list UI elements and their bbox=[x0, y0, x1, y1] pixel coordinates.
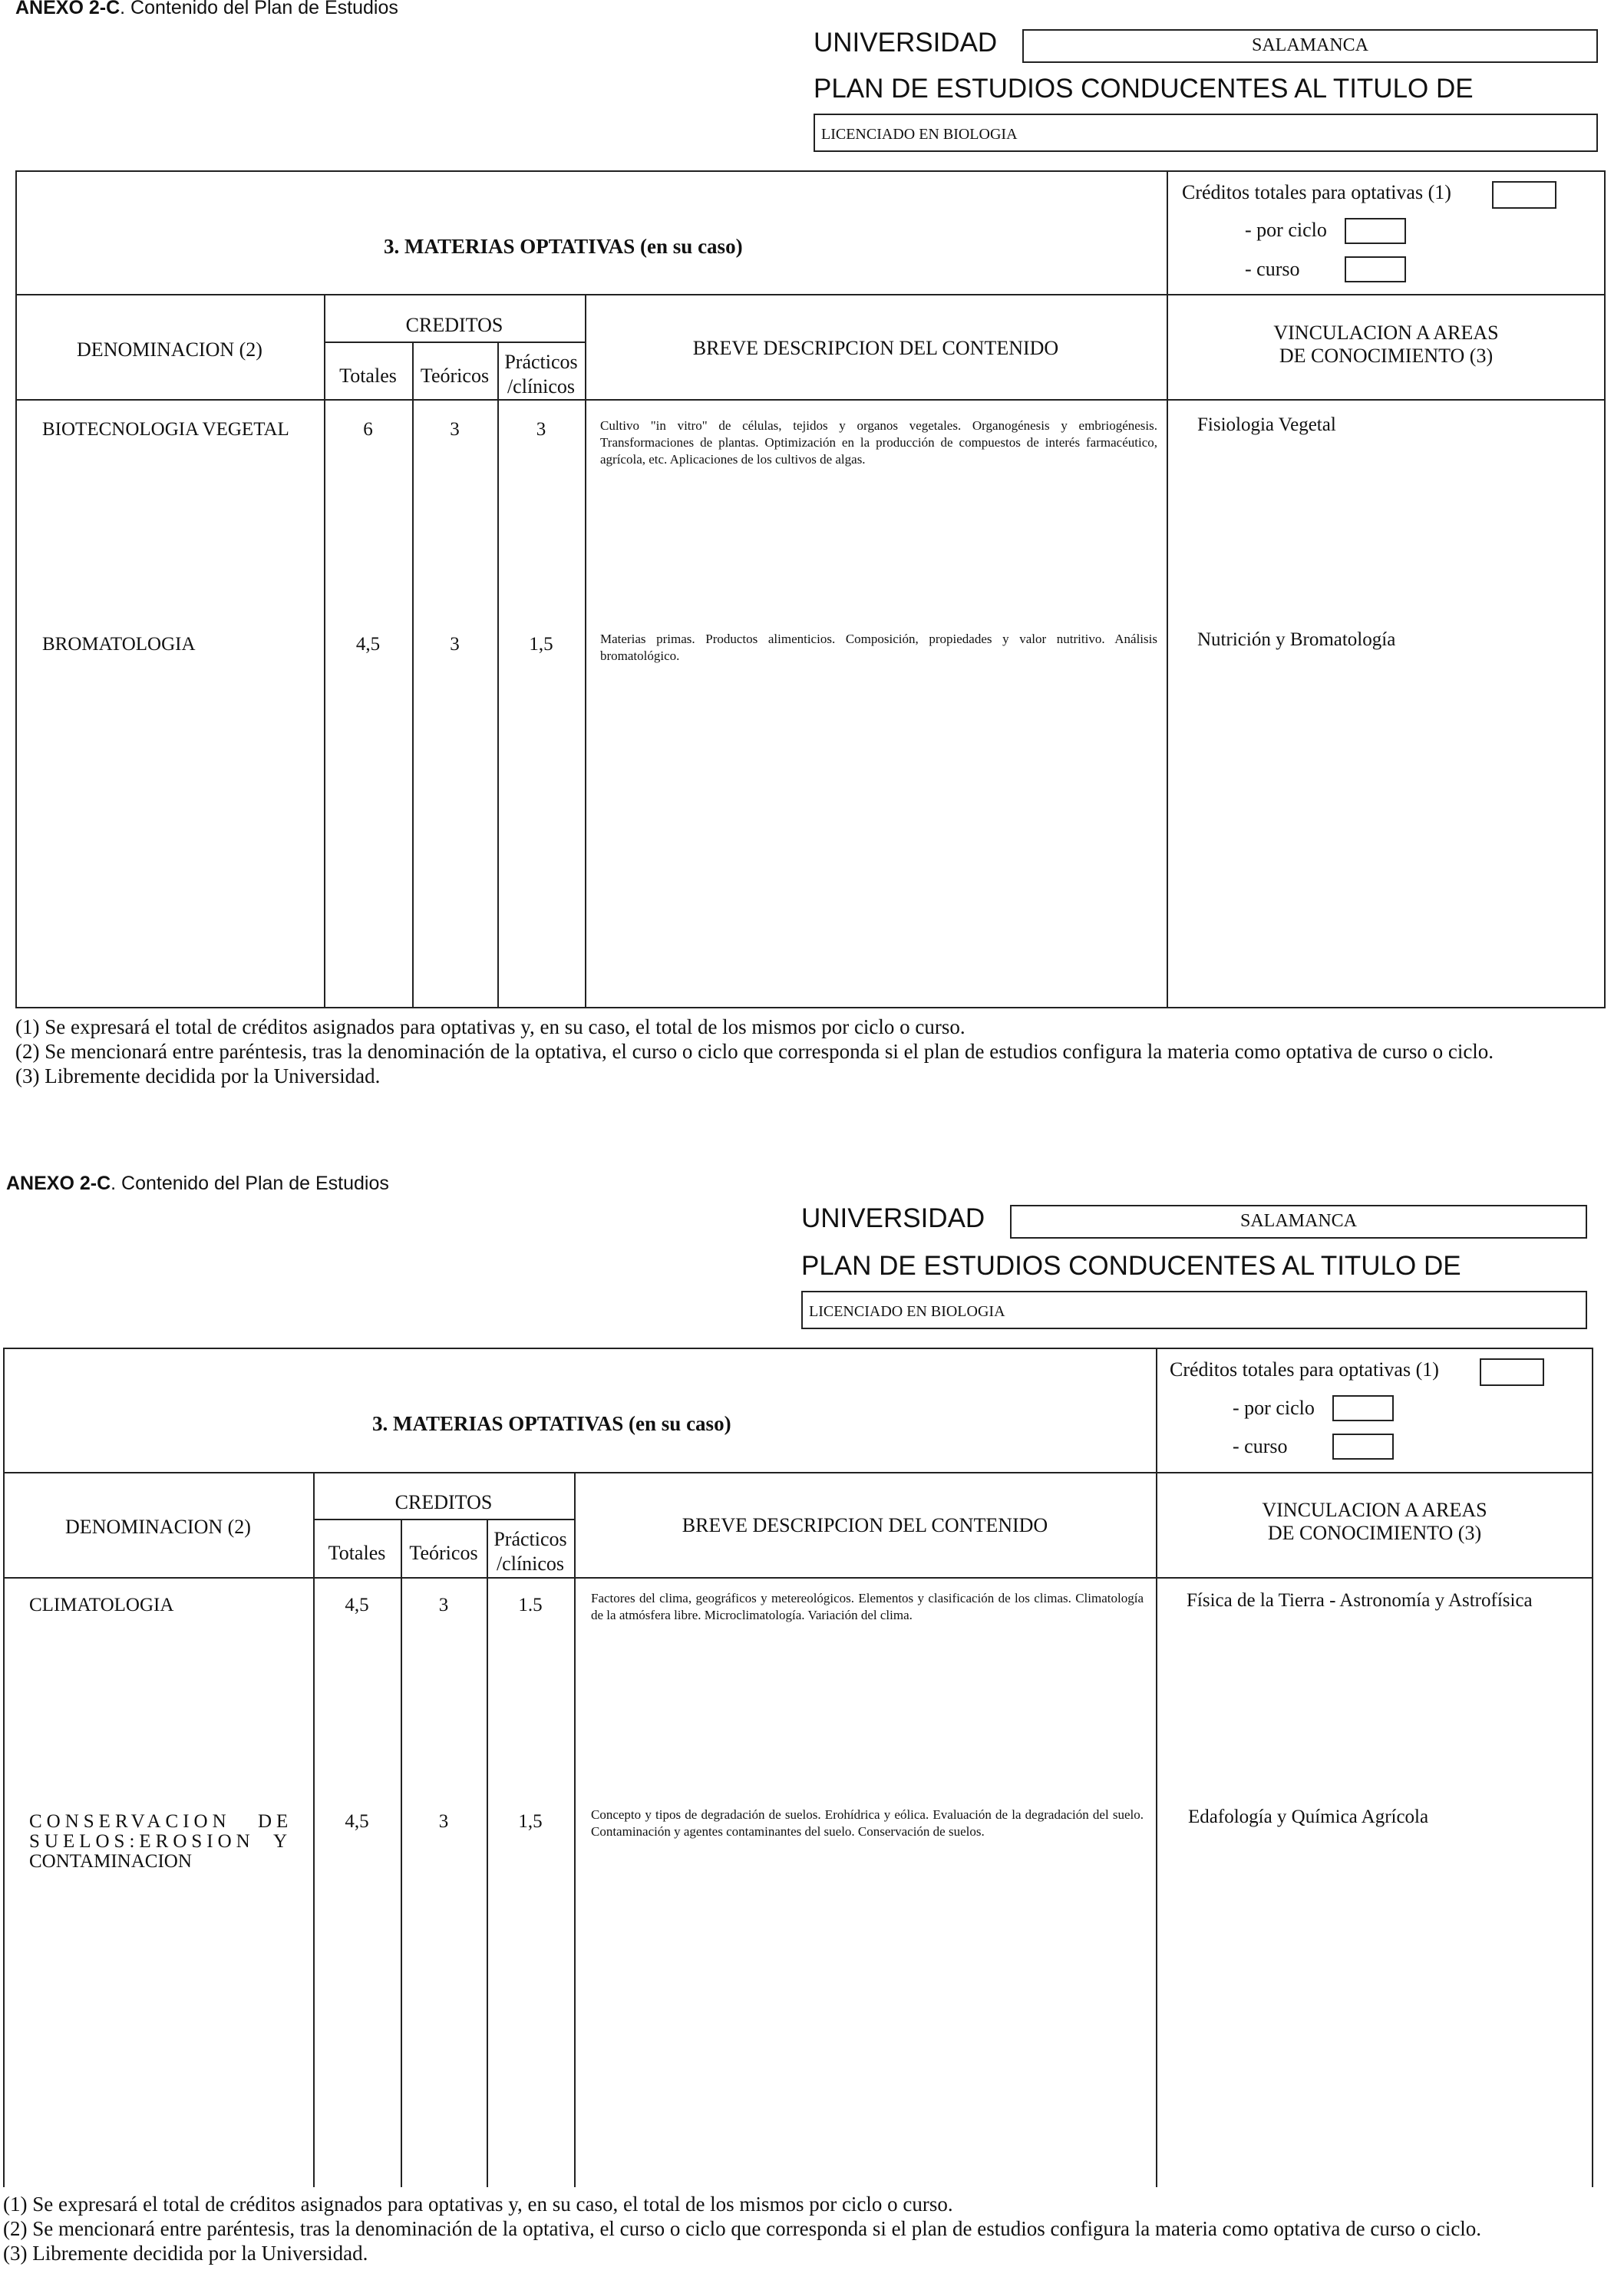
row-teoricos: 3 bbox=[450, 634, 460, 655]
row-practicos: 3 bbox=[536, 419, 546, 440]
optativas-table bbox=[3, 1348, 1593, 2187]
footnote-2: (2) Se mencionará entre paréntesis, tras la denominación de la optativa, el curso o ciclo que corresponda si el plan de estudios configura la materia como optativa de curso o ciclo. bbox=[15, 1040, 1494, 1063]
row-totales: 4,5 bbox=[345, 1595, 369, 1615]
creditos-totales-input[interactable] bbox=[1480, 1358, 1544, 1386]
row-descripcion: Materias primas. Productos alimenticios. Composición, propiedades y valor nutritivo. Análisis bromatológico. bbox=[600, 632, 1157, 663]
row-totales: 4,5 bbox=[345, 1811, 369, 1832]
por-ciclo-label: - por ciclo bbox=[1245, 219, 1327, 241]
universidad-value: SALAMANCA bbox=[1239, 1211, 1357, 1231]
row-denominacion-line-2b: Y bbox=[273, 1831, 292, 1852]
curso-input[interactable] bbox=[1332, 1434, 1394, 1460]
titulo-field bbox=[801, 1291, 1587, 1329]
header-clinicos: /clínicos bbox=[496, 1553, 565, 1575]
curso-input[interactable] bbox=[1345, 256, 1406, 282]
row-descripcion: Concepto y tipos de degradación de suelos. Erohídrica y eólica. Evaluación de la degradación del suelo. Contaminación y agentes contaminantes del suelo. Conservación de suelos. bbox=[591, 1807, 1144, 1839]
header-vinculacion-2: DE CONOCIMIENTO (3) bbox=[1267, 1522, 1482, 1544]
header-descripcion: BREVE DESCRIPCION DEL CONTENIDO bbox=[682, 1514, 1048, 1536]
footnote-1: (1) Se expresará el total de créditos asignados para optativas y, en su caso, el total de los mismos por ciclo o curso. bbox=[3, 2193, 953, 2216]
por-ciclo-label: - por ciclo bbox=[1233, 1397, 1315, 1419]
header-descripcion: BREVE DESCRIPCION DEL CONTENIDO bbox=[692, 337, 1059, 359]
row-area: Edafología y Química Agrícola bbox=[1188, 1807, 1429, 1827]
titulo-value: LICENCIADO EN BIOLOGIA bbox=[821, 126, 1018, 143]
row-descripcion: Factores del clima, geográficos y metereológicos. Elementos y clasificación de los climas. Climatología de la atmósfera libre. Microclimatología. Variación del clima. bbox=[591, 1591, 1144, 1622]
row-teoricos: 3 bbox=[438, 1595, 449, 1615]
footnote-1: (1) Se expresará el total de créditos asignados para optativas y, en su caso, el total de los mismos por ciclo o curso. bbox=[15, 1015, 965, 1038]
header-denominacion: DENOMINACION (2) bbox=[77, 338, 262, 361]
por-ciclo-input[interactable] bbox=[1332, 1395, 1394, 1421]
row-teoricos: 3 bbox=[450, 419, 460, 440]
creditos-totales-label: Créditos totales para optativas (1) bbox=[1182, 181, 1451, 203]
creditos-totales-input[interactable] bbox=[1492, 181, 1556, 209]
plan-label: PLAN DE ESTUDIOS CONDUCENTES AL TITULO DE bbox=[801, 1251, 1461, 1281]
section-title: 3. MATERIAS OPTATIVAS (en su caso) bbox=[372, 1412, 731, 1435]
row-denominacion-line-1: CONSERVACION bbox=[29, 1811, 231, 1832]
anexo-heading: ANEXO 2-C. Contenido del Plan de Estudios bbox=[6, 1173, 389, 1194]
row-denominacion: BROMATOLOGIA bbox=[42, 634, 196, 655]
universidad-label: UNIVERSIDAD bbox=[814, 28, 998, 58]
anexo-heading: ANEXO 2-C. Contenido del Plan de Estudios bbox=[15, 0, 398, 18]
header-vinculacion-2: DE CONOCIMIENTO (3) bbox=[1279, 345, 1494, 367]
row-area: Nutrición y Bromatología bbox=[1197, 629, 1396, 650]
curso-label: - curso bbox=[1245, 258, 1300, 280]
titulo-value: LICENCIADO EN BIOLOGIA bbox=[809, 1303, 1005, 1320]
footnote-3: (3) Libremente decidida por la Universidad. bbox=[15, 1064, 381, 1087]
header-totales: Totales bbox=[328, 1542, 386, 1564]
row-totales: 6 bbox=[363, 419, 373, 440]
footnote-3: (3) Libremente decidida por la Universidad. bbox=[3, 2242, 368, 2265]
titulo-field bbox=[814, 114, 1598, 152]
header-teoricos: Teóricos bbox=[409, 1542, 478, 1564]
row-descripcion: Cultivo "in vitro" de células, tejidos y organos vegetales. Organogénesis y embriogénesis. Transformaciones de plantas. Optimización en la producción de compuestos de interés farmacéutico, agrícola, etc. Aplicaciones de los cultivos de algas. bbox=[600, 418, 1157, 467]
header-practicos: Prácticos bbox=[504, 351, 578, 373]
header-teoricos: Teóricos bbox=[420, 365, 490, 387]
universidad-field bbox=[1022, 29, 1598, 63]
creditos-totales-label: Créditos totales para optativas (1) bbox=[1170, 1358, 1439, 1381]
row-area: Fisiologia Vegetal bbox=[1197, 414, 1336, 435]
curso-label: - curso bbox=[1233, 1435, 1288, 1457]
row-practicos: 1,5 bbox=[518, 1811, 543, 1832]
row-practicos: 1.5 bbox=[518, 1595, 543, 1615]
universidad-value: SALAMANCA bbox=[1251, 35, 1368, 55]
header-practicos: Prácticos bbox=[493, 1528, 567, 1550]
row-area: Física de la Tierra - Astronomía y Astrofísica bbox=[1187, 1590, 1533, 1611]
row-totales: 4,5 bbox=[355, 634, 381, 655]
row-denominacion-line-2: SUELOS:EROSION bbox=[29, 1831, 255, 1852]
header-denominacion: DENOMINACION (2) bbox=[65, 1516, 251, 1538]
plan-label: PLAN DE ESTUDIOS CONDUCENTES AL TITULO DE bbox=[814, 74, 1474, 104]
universidad-label: UNIVERSIDAD bbox=[801, 1203, 985, 1233]
optativas-table bbox=[15, 170, 1606, 1008]
row-practicos: 1,5 bbox=[529, 634, 553, 655]
section-title: 3. MATERIAS OPTATIVAS (en su caso) bbox=[384, 235, 743, 258]
header-vinculacion-1: VINCULACION A AREAS bbox=[1262, 1499, 1487, 1521]
row-denominacion-line-3: CONTAMINACION bbox=[29, 1851, 192, 1872]
row-denominacion-line-1b: DE bbox=[258, 1811, 293, 1832]
header-creditos: CREDITOS bbox=[394, 1491, 493, 1513]
universidad-field bbox=[1010, 1205, 1587, 1239]
header-creditos: CREDITOS bbox=[405, 314, 503, 336]
header-totales: Totales bbox=[339, 365, 397, 387]
row-teoricos: 3 bbox=[438, 1811, 449, 1832]
por-ciclo-input[interactable] bbox=[1345, 218, 1406, 244]
footnote-2: (2) Se mencionará entre paréntesis, tras la denominación de la optativa, el curso o ciclo que corresponda si el plan de estudios configura la materia como optativa de curso o ciclo. bbox=[3, 2217, 1482, 2240]
header-vinculacion-1: VINCULACION A AREAS bbox=[1273, 322, 1499, 344]
header-clinicos: /clínicos bbox=[507, 375, 576, 398]
row-denominacion: BIOTECNOLOGIA VEGETAL bbox=[42, 419, 289, 440]
row-denominacion: CLIMATOLOGIA bbox=[29, 1595, 174, 1615]
